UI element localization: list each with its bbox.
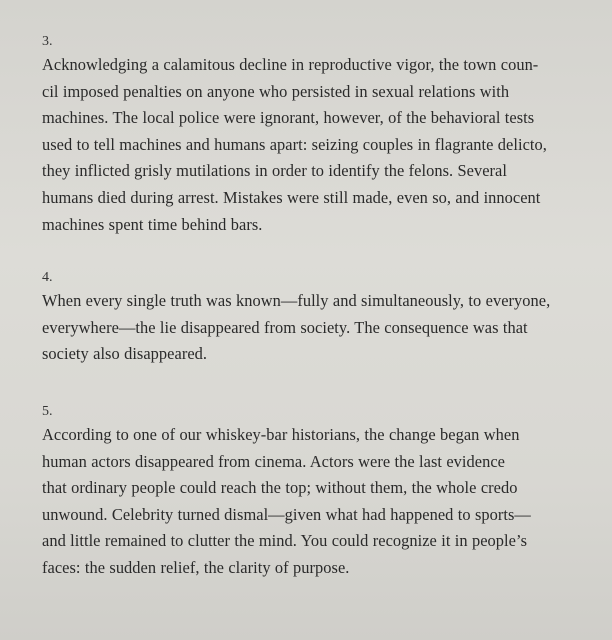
text-line: and little remained to clutter the mind. You could recognize it in people’s [42,531,528,551]
paragraph [42,52,547,238]
section-number: 4. [42,270,53,285]
section-3 [42,34,547,238]
text-line: faces: the sudden relief, the clarity of purpose. [42,557,350,577]
text-line: machines spent time behind bars. [42,214,263,234]
text-line: According to one of our whiskey-bar historians, the change began when [42,425,520,444]
text-line: society also disappeared. [42,344,208,364]
section-number: 3. [42,34,53,49]
text-line: they inflicted grisly mutilations in order to identify the felons. Several [42,161,507,181]
text-line: machines. The local police were ignorant, however, of the behavioral tests [42,108,535,128]
text-line: everywhere—the lie disappeared from society. The consequence was that [42,317,528,337]
text-line: Acknowledging a calamitous decline in reproductive vigor, the town coun- [42,55,539,74]
paragraph [42,288,550,368]
paragraph [42,422,531,582]
text-line: humans died during arrest. Mistakes were still made, even so, and innocent [42,187,541,207]
section-5 [42,404,531,582]
text-line: that ordinary people could reach the top; without them, the whole credo [42,478,518,498]
text-line: cil imposed penalties on anyone who persisted in sexual relations with [42,81,510,101]
text-line: used to tell machines and humans apart: seizing couples in flagrante delicto, [42,134,547,154]
text-line: human actors disappeared from cinema. Actors were the last evidence [42,451,505,471]
section-number: 5. [42,404,53,419]
text-line: unwound. Celebrity turned dismal—given what had happened to sports— [42,504,531,524]
text-line: When every single truth was known—fully and simultaneously, to everyone, [42,291,551,310]
section-4 [42,270,550,368]
